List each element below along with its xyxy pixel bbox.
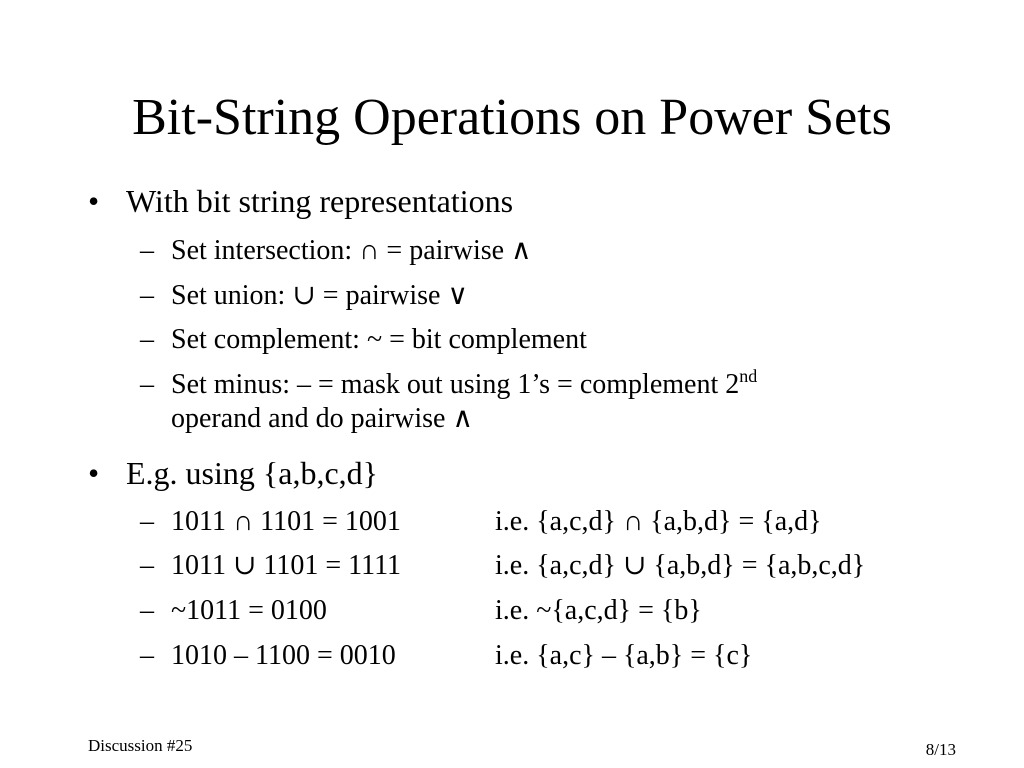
sub-item-text: Set intersection: ∩ = pairwise ∧ <box>171 235 532 266</box>
bullet-item <box>88 182 513 220</box>
example-sets: i.e. {a,c,d} ∩ {a,b,d} = {a,d} <box>495 506 822 537</box>
sub-item-continuation: operand and do pairwise ∧ <box>171 403 473 434</box>
dash-marker: – <box>140 640 154 671</box>
bullet-item <box>88 454 378 492</box>
bullet-marker: • <box>88 455 100 491</box>
dash-marker: – <box>140 324 154 355</box>
example-bits: 1010 – 1100 = 0010 <box>171 640 396 671</box>
example-sets: i.e. ~{a,c,d} = {b} <box>495 595 702 626</box>
dash-marker: – <box>140 506 154 537</box>
example-row <box>140 505 822 539</box>
dash-marker: – <box>140 595 154 626</box>
footer-title: Discussion #25 <box>88 736 193 755</box>
example-row <box>140 549 865 583</box>
dash-marker: – <box>140 235 154 266</box>
sub-item <box>140 368 757 436</box>
example-bits: ~1011 = 0100 <box>171 595 327 626</box>
bullet-marker: • <box>88 183 100 219</box>
example-bits: 1011 ∪ 1101 = 1111 <box>171 550 402 581</box>
superscript: nd <box>739 366 758 386</box>
example-bits: 1011 ∩ 1101 = 1001 <box>171 506 401 537</box>
slide-title: Bit-String Operations on Power Sets <box>132 89 892 146</box>
page-number: 8/13 <box>925 740 956 759</box>
sub-item-text: Set minus: – = mask out using 1’s = complement 2 <box>171 369 740 400</box>
example-sets: i.e. {a,c,d} ∪ {a,b,d} = {a,b,c,d} <box>495 550 866 581</box>
dash-marker: – <box>140 280 154 311</box>
dash-marker: – <box>140 550 154 581</box>
sub-item <box>140 279 468 313</box>
sub-item <box>140 323 587 357</box>
sub-item <box>140 234 532 268</box>
example-row <box>140 639 752 673</box>
sub-item-text: Set complement: ~ = bit complement <box>171 324 587 355</box>
bullet-text: E.g. using {a,b,c,d} <box>126 455 379 491</box>
example-row <box>140 594 702 628</box>
example-sets: i.e. {a,c} – {a,b} = {c} <box>495 640 753 671</box>
bullet-text: With bit string representations <box>126 183 514 219</box>
sub-item-text: Set union: ∪ = pairwise ∨ <box>171 280 468 311</box>
dash-marker: – <box>140 369 154 400</box>
